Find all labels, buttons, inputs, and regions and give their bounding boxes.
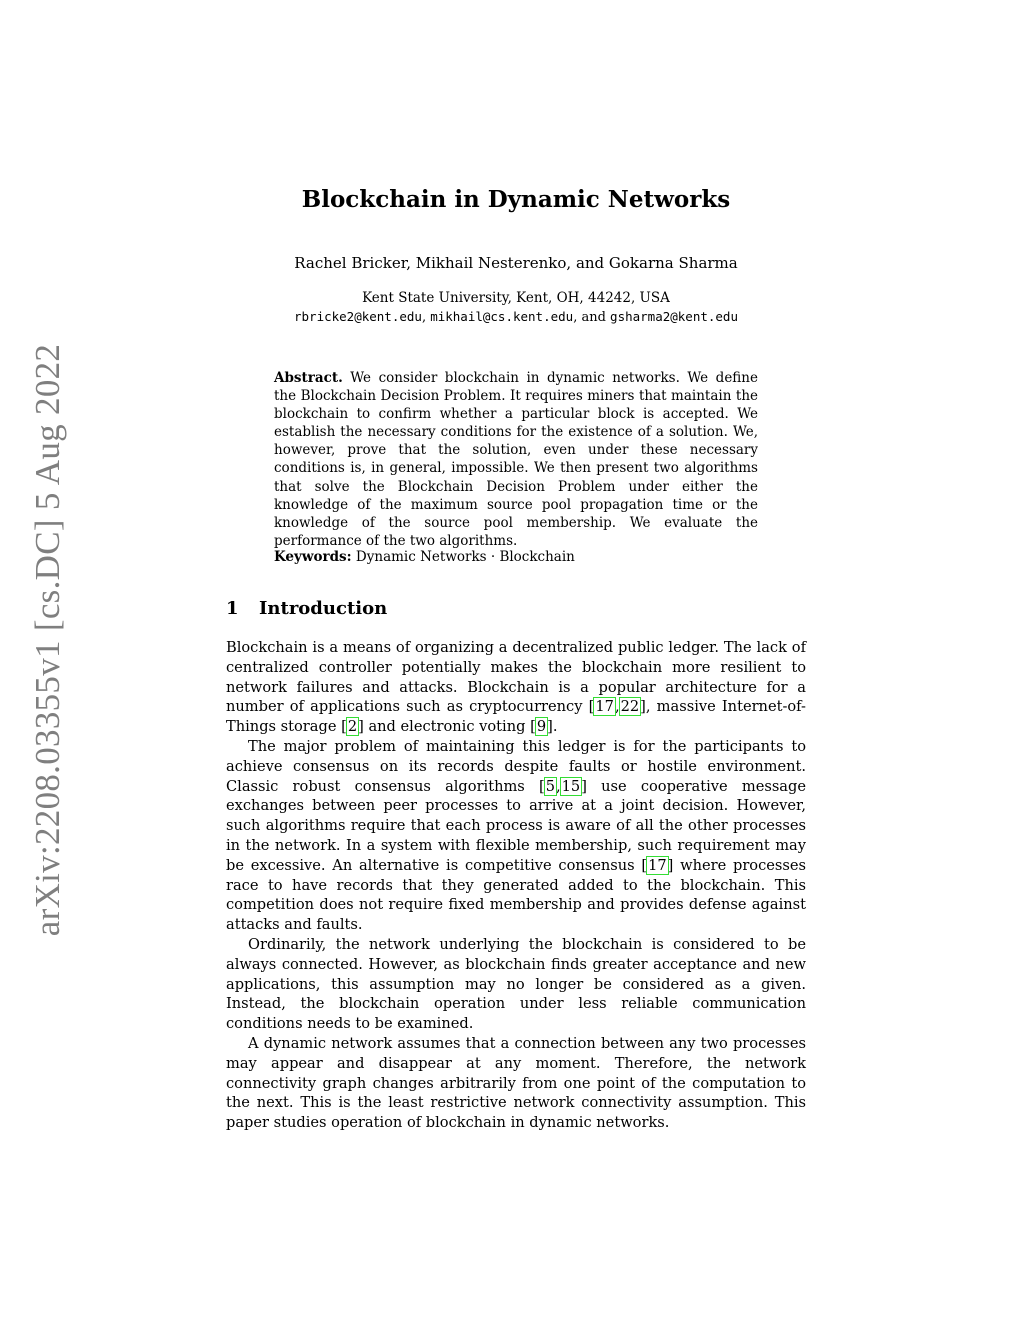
paragraph bbox=[226, 737, 806, 935]
citation-link[interactable]: 22 bbox=[620, 698, 640, 716]
citation-bracket: ] bbox=[547, 718, 553, 736]
email-separator: , and bbox=[573, 310, 611, 325]
paragraph bbox=[226, 638, 806, 737]
paragraph: Ordinarily, the network underlying the blockchain is considered to be always connected. However, as blockchain finds greater acceptance and new applications, this assumption may no longer be considered as a given. Instead, the blockchain operation under less reliable communication conditions needs to be examined. bbox=[226, 935, 806, 1033]
citation-bracket: ] bbox=[667, 856, 674, 874]
paragraph-text: The major problem of maintaining this ledger is for the participants to achieve consensus on its records despite faults or hostile environment. Classic robust consensus algorithms bbox=[226, 737, 806, 795]
keywords bbox=[274, 549, 758, 565]
paragraph-text: use cooperative message exchanges between peer processes to arrive at a joint decision. However, such algorithms require that each process is aware of all the other processes in the network. In a system with flexible membership, such requirement may be excessive. An alternative is competitive consensus bbox=[226, 777, 806, 874]
keywords-text: Dynamic Networks · Blockchain bbox=[351, 549, 575, 565]
email-link[interactable]: mikhail@cs.kent.edu bbox=[430, 309, 574, 324]
citation-link[interactable]: 17 bbox=[595, 698, 614, 716]
abstract-label: Abstract. bbox=[274, 370, 343, 386]
citation-bracket: [ bbox=[641, 856, 648, 874]
citation-link[interactable]: 17 bbox=[648, 856, 667, 874]
arxiv-identifier-text: arXiv:2208.03355v1 [cs.DC] 5 Aug 2022 bbox=[28, 343, 67, 937]
paragraph-text: . bbox=[552, 718, 558, 736]
citation-bracket: [ bbox=[530, 718, 536, 736]
citation-bracket: [ bbox=[588, 698, 595, 716]
citation-bracket: [ bbox=[539, 777, 545, 795]
section-title: Introduction bbox=[259, 598, 388, 619]
paragraph-text: where processes race to have records that they generated added to the blockchain. This competition does not require fixed membership and provides defense against attacks and faults. bbox=[226, 856, 806, 934]
email-link[interactable]: rbricke2@kent.edu bbox=[294, 309, 422, 324]
paragraph: A dynamic network assumes that a connection between any two processes may appear and disappear at any moment. Therefore, the network connectivity graph changes arbitrarily from one point of the computation to the next. This is the least restrictive network connectivity assumption. This paper studies operation of blockchain in dynamic networks. bbox=[226, 1034, 806, 1132]
introduction-body bbox=[226, 638, 806, 1133]
email-link[interactable]: gsharma2@kent.edu bbox=[610, 309, 738, 324]
section-number: 1 bbox=[226, 598, 239, 619]
paragraph-text: , massive Internet-of-Things storage bbox=[226, 698, 806, 736]
citation-link[interactable]: 15 bbox=[561, 777, 581, 795]
section-heading bbox=[226, 598, 387, 619]
abstract-text: We consider blockchain in dynamic networks. We define the Blockchain Decision Problem. It requires miners that maintain the blockchain to confirm whether a particular block is accepted. We establish the necessary conditions for the existence of a solution. We, however, prove that the solution, even under these necessary conditions is, in general, impossible. We then present two algorithms that solve the Blockchain Decision Problem under either the knowledge of the maximum source pool propagation time or the knowledge of the source pool membership. We evaluate the performance of the two algorithms. bbox=[274, 370, 758, 549]
email-separator: , bbox=[421, 310, 431, 325]
citation-separator: , bbox=[556, 777, 561, 795]
citation-link[interactable]: 9 bbox=[536, 718, 547, 736]
citation-link[interactable]: 2 bbox=[347, 718, 358, 736]
affiliation: Kent State University, Kent, OH, 44242, USA bbox=[362, 290, 670, 306]
paragraph-text: Blockchain is a means of organizing a decentralized public ledger. The lack of centralized controller potentially makes the blockchain more resilient to network failures and attacks. Blockchain is a popular architecture for a number of applications such as cryptocurrency bbox=[226, 639, 806, 716]
paragraph-text: and electronic voting bbox=[363, 718, 531, 736]
citation-separator: , bbox=[614, 698, 620, 716]
citation-bracket: [ bbox=[341, 718, 347, 736]
citation-link[interactable]: 5 bbox=[545, 777, 555, 795]
paper-title: Blockchain in Dynamic Networks bbox=[301, 186, 731, 213]
author-list: Rachel Bricker, Mikhail Nesterenko, and Gokarna Sharma bbox=[294, 254, 738, 272]
citation-bracket: ] bbox=[581, 777, 587, 795]
citation-bracket: ] bbox=[358, 718, 364, 736]
abstract bbox=[274, 369, 758, 550]
arxiv-identifier-stamp bbox=[18, 343, 78, 937]
author-emails bbox=[226, 309, 806, 325]
citation-bracket: ] bbox=[640, 698, 646, 716]
keywords-label: Keywords: bbox=[274, 549, 352, 565]
